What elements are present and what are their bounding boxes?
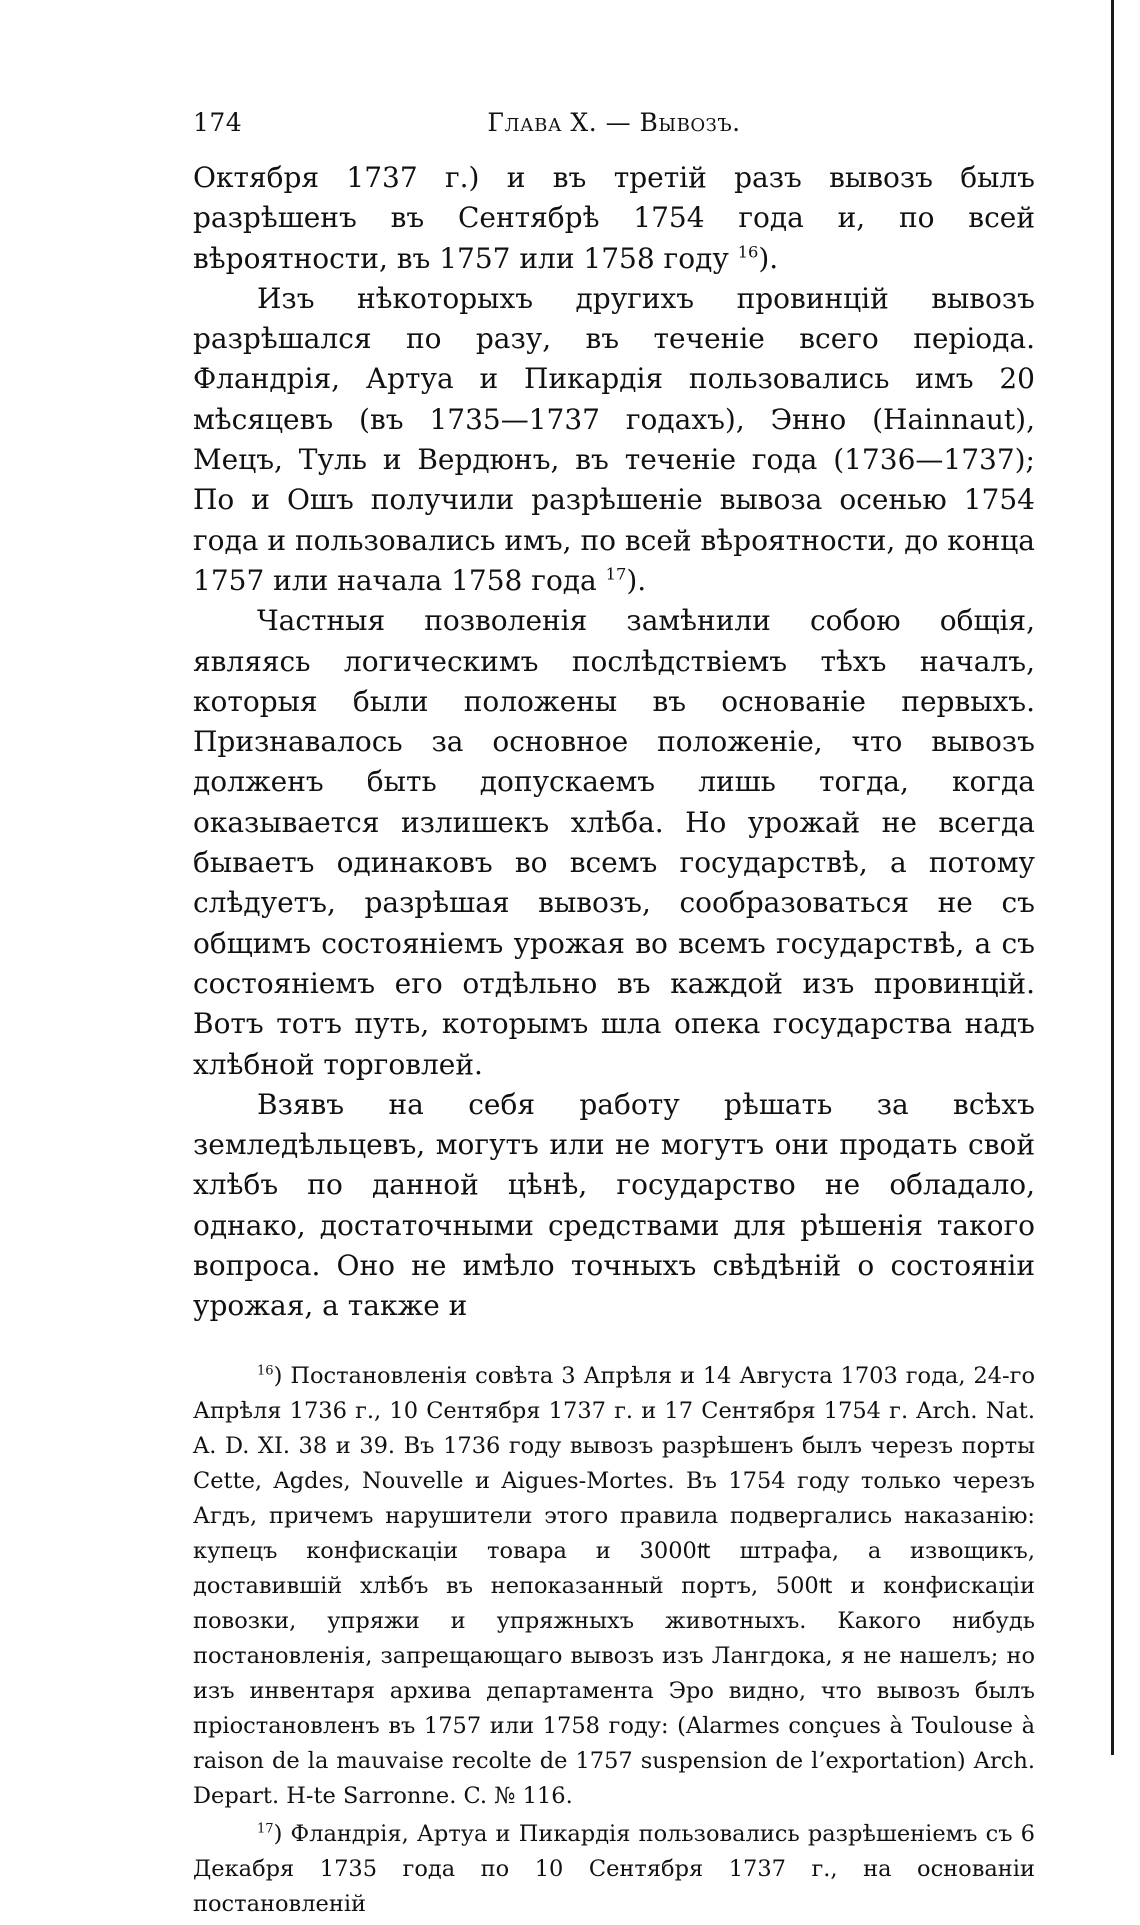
book-page [193,108,1035,1925]
paragraph-3-text: Частныя позволенія замѣнили собою общія, являясь логическимъ послѣдствіемъ тѣхъ началъ, которыя были положены въ основаніе первыхъ. Признавалось за основное положеніе, что вывозъ долженъ быть допускаемъ лишь тогда, когда оказывается излишекъ хлѣба. Но урожай не всегда бываетъ одинаковъ во всемъ государствѣ, а потому слѣдуетъ, разрѣшая вывозъ, сообразоваться не съ общимъ состояніемъ урожая во всемъ государствѣ, а съ состояніемъ его отдѣльно въ каждой изъ провинцій. Вотъ тотъ путь, которымъ шла опека государства надъ хлѣбной торговлей. [193,604,1035,1081]
paragraph-2-tail: . [637,563,647,597]
page-header [193,108,1035,148]
footnote-mark-paren: ) [273,1362,291,1389]
paragraph-2 [193,279,1035,601]
footnote-17 [193,1817,1035,1922]
footnote-ref-16: 16 [737,242,759,262]
footnote-mark: 16 [257,1363,274,1379]
footnote-mark: 17 [257,1821,274,1837]
paragraph-1 [193,158,1035,279]
footnotes [193,1359,1035,1922]
footnote-mark-paren: ) [273,1820,291,1847]
paragraph-4 [193,1085,1035,1327]
footnote-ref-17: 17 [605,564,627,584]
page-number: 174 [193,108,243,137]
footnote-ref-paren: ) [758,241,770,275]
footnote-ref-paren: ) [626,563,638,597]
body-text [193,158,1035,1327]
paragraph-2-text: Изъ нѣкоторыхъ другихъ провинцій вывозъ разрѣшался по разу, въ теченіе всего періода. Фландрія, Артуа и Пикардія пользовались имъ 20 мѣсяцевъ (въ 1735—1737 годахъ), Энно (Hainnaut), Мецъ, Туль и Вердюнъ, въ теченіе года (1736—1737); По и Ошъ получили разрѣшеніе вывоза осенью 1754 года и пользовались имъ, по всей вѣроятности, до конца 1757 или начала 1758 года [193,281,1035,597]
footnote-text: Постановленія совѣта 3 Апрѣля и 14 Августа 1703 года, 24-го Апрѣля 1736 г., 10 Сентября 1737 г. и 17 Сентября 1754 г. Arch. Nat. A. D. XI. 38 и 39. Въ 1736 году вывозъ разрѣшенъ былъ черезъ порты Cette, Agdes, Nouvelle и Aigues-Mortes. Въ 1754 году только черезъ Агдъ, причемъ нарушители этого правила подвергались наказанію: купецъ конфискаціи товара и 3000₶ штрафа, а извощикъ, доставившій хлѣбъ въ непоказанный портъ, 500₶ и конфискаціи повозки, упряжи и упряжныхъ животныхъ. Какого нибудь постановленія, запрещающаго вывозъ изъ Лангдока, я не нашелъ; но изъ инвентаря архива департамента Эро видно, что вывозъ былъ пріостановленъ въ 1757 или 1758 году: (Alarmes conçues à Toulouse à raison de la mauvaise recolte de 1757 suspension de l’exportation) Arch. Depart. H-te Sarronne. C. № 116. [193,1362,1035,1809]
running-title: Глава X. — Вывозъ. [487,108,741,137]
paragraph-4-text: Взявъ на себя работу рѣшать за всѣхъ земледѣльцевъ, могутъ или не могутъ они продать свой хлѣбъ по данной цѣнѣ, государство не обладало, однако, достаточными средствами для рѣшенія такого вопроса. Оно не имѣло точныхъ свѣдѣній о состояніи урожая, а также и [193,1087,1035,1323]
paragraph-1-tail: . [769,241,779,275]
footnote-16 [193,1359,1035,1814]
footnote-text: Фландрія, Артуа и Пикардія пользовались разрѣшеніемъ съ 6 Декабря 1735 года по 10 Сентября 1737 г., на основаніи постановленій [193,1820,1035,1917]
paragraph-3 [193,601,1035,1085]
paragraph-1-text: Октября 1737 г.) и въ третій разъ вывозъ былъ разрѣшенъ въ Сентябрѣ 1754 года и, по всей вѣроятности, въ 1757 или 1758 году [193,161,1035,275]
page-edge-line [1111,0,1114,1755]
